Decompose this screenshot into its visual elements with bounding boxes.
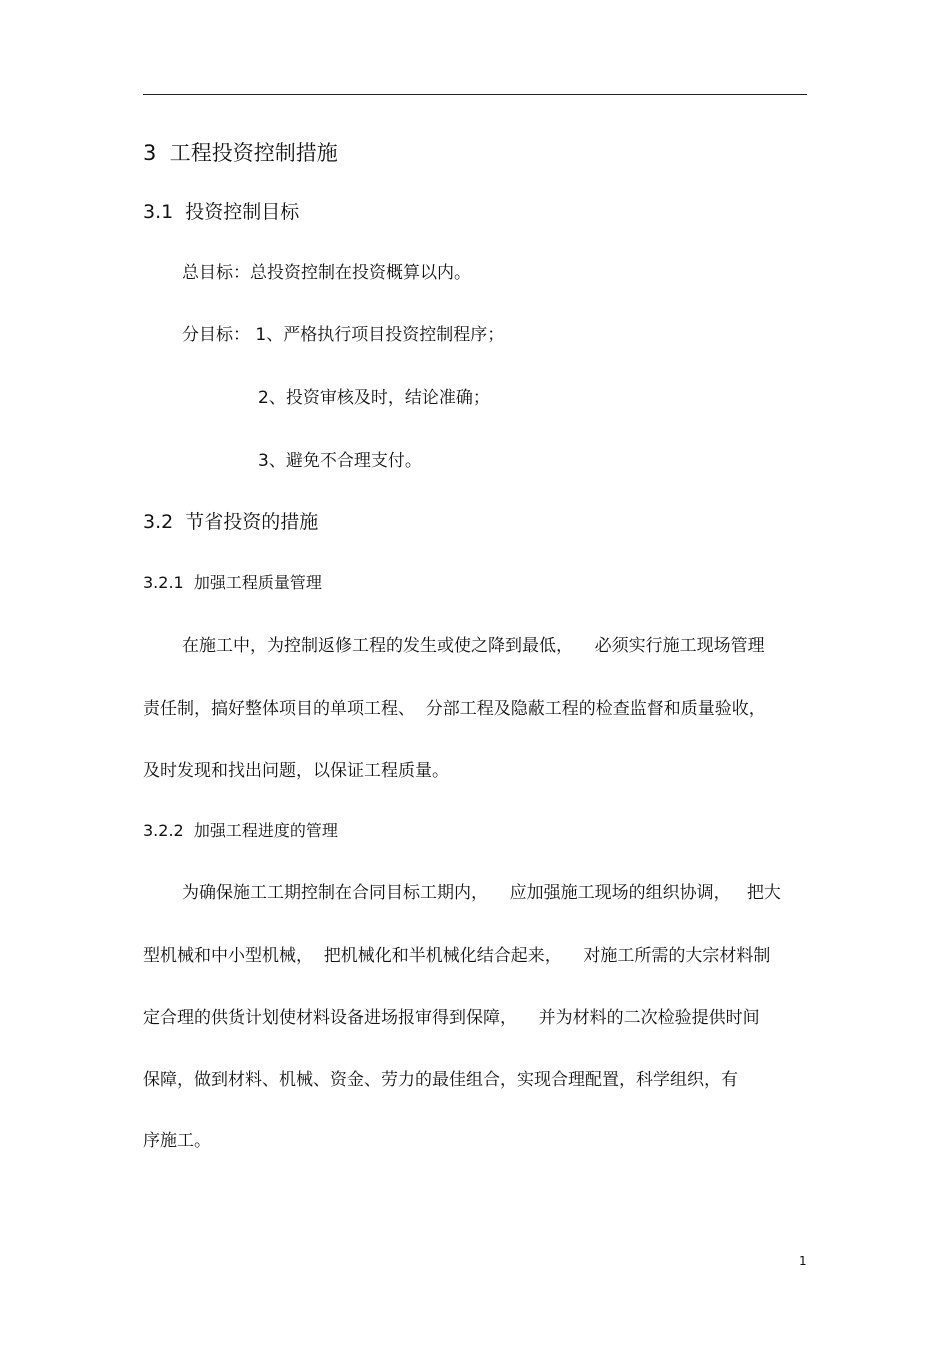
- total-goal-line: 总目标：总投资控制在投资概算以内。: [182, 263, 471, 283]
- subsection-heading-3-2-2: 3.2.2 加强工程进度的管理: [143, 821, 338, 840]
- header-rule: [143, 94, 807, 95]
- sub-goal-line-1: 分目标： 1、严格执行项目投资控制程序；: [182, 325, 505, 345]
- page-number: 1: [799, 1254, 807, 1268]
- paragraph-1-line-2: 责任制，搞好整体项目的单项工程、 分部工程及隐蔽工程的检查监督和质量验收，: [143, 699, 766, 719]
- section-heading-3-2: 3.2 节省投资的措施: [143, 511, 319, 533]
- section-heading-3: 3 工程投资控制措施: [143, 141, 338, 165]
- paragraph-1-line-1: 在施工中，为控制返修工程的发生或使之降到最低， 必须实行施工现场管理: [182, 636, 765, 656]
- paragraph-2-line-1: 为确保施工工期控制在合同目标工期内， 应加强施工现场的组织协调， 把大: [182, 883, 781, 903]
- paragraph-2-line-2: 型机械和中小型机械， 把机械化和半机械化结合起来， 对施工所需的大宗材料制: [143, 946, 771, 966]
- paragraph-1-line-3: 及时发现和找出问题，以保证工程质量。: [143, 761, 449, 781]
- paragraph-2-line-5: 序施工。: [143, 1131, 211, 1151]
- paragraph-2-line-4: 保障，做到材料、机械、资金、劳力的最佳组合，实现合理配置，科学组织，有: [143, 1070, 738, 1090]
- sub-goal-line-3: 3、避免不合理支付。: [258, 451, 422, 471]
- section-heading-3-1: 3.1 投资控制目标: [143, 201, 300, 223]
- paragraph-2-line-3: 定合理的供货计划使材料设备进场报审得到保障， 并为材料的二次检验提供时间: [143, 1008, 760, 1028]
- subsection-heading-3-2-1: 3.2.1 加强工程质量管理: [143, 573, 322, 592]
- sub-goal-line-2: 2、投资审核及时，结论准确；: [258, 388, 490, 408]
